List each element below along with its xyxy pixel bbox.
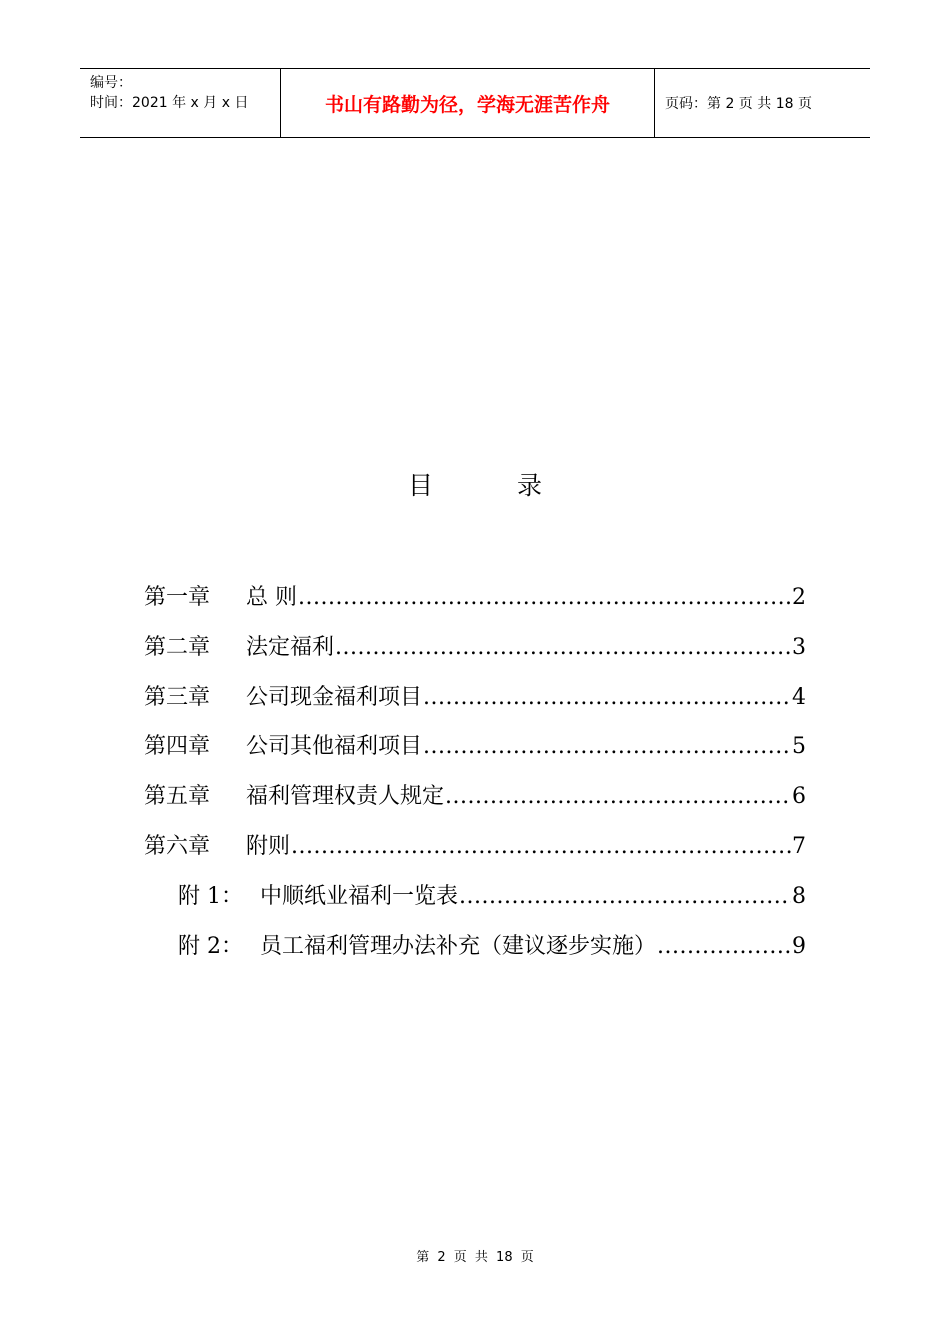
toc-chapter: 第六章: [144, 833, 211, 859]
table-of-contents: [144, 580, 806, 978]
toc-entry[interactable]: [144, 779, 806, 829]
toc-page-number: 6: [792, 784, 806, 810]
toc-page-number: 7: [792, 833, 806, 859]
toc-leader: [459, 884, 791, 909]
toc-entry[interactable]: [144, 829, 806, 879]
toc-entry[interactable]: [144, 580, 806, 630]
toc-leader: [298, 585, 791, 610]
toc-appendix-number: 附 2：: [178, 933, 243, 959]
toc-leader: [423, 734, 791, 759]
toc-title: [0, 466, 950, 502]
toc-chapter: 第二章: [144, 634, 211, 660]
toc-page-number: 5: [792, 734, 806, 760]
toc-entry-appendix[interactable]: [144, 929, 806, 979]
toc-chapter: 第五章: [144, 784, 211, 810]
toc-title-char-2: 录: [516, 471, 542, 500]
header-meta: [80, 69, 281, 137]
toc-page-number: 4: [792, 684, 806, 710]
toc-entry[interactable]: [144, 729, 806, 779]
toc-leader: [291, 834, 791, 859]
toc-leader: [657, 934, 791, 959]
toc-page-number: 8: [792, 883, 806, 909]
document-header: [80, 68, 870, 138]
toc-entry-title: 福利管理权责人规定: [246, 784, 445, 810]
toc-appendix-number: 附 1：: [178, 883, 243, 909]
toc-page-number: 9: [792, 933, 806, 959]
toc-entry-title: 法定福利: [246, 634, 335, 660]
toc-entry-title: 公司其他福利项目: [246, 734, 423, 760]
number-label: 编号：: [90, 75, 132, 91]
toc-entry-title: 附则: [246, 833, 291, 859]
time-label: 时间：2021 年 x 月 x 日: [90, 95, 249, 111]
toc-chapter: 第一章: [144, 585, 211, 610]
toc-page-number: 3: [792, 634, 806, 660]
toc-leader: [445, 784, 791, 809]
toc-entry-appendix[interactable]: [144, 879, 806, 929]
toc-entry-title: 中顺纸业福利一览表: [260, 883, 459, 909]
toc-page-number: 2: [792, 585, 806, 610]
header-motto: 书山有路勤为径，学海无涯苦作舟: [281, 69, 655, 137]
toc-title-char-1: 目: [408, 471, 434, 500]
toc-entry[interactable]: [144, 680, 806, 730]
toc-chapter: 第四章: [144, 734, 211, 760]
header-page-info: 页码：第 2 页 共 18 页: [665, 96, 812, 112]
toc-leader: [335, 635, 791, 660]
toc-chapter: 第三章: [144, 684, 211, 710]
toc-entry-title: 员工福利管理办法补充（建议逐步实施）: [260, 933, 657, 959]
toc-entry[interactable]: [144, 630, 806, 680]
page-footer: 第 2 页 共 18 页: [416, 1250, 534, 1265]
toc-entry-title: 公司现金福利项目: [246, 684, 423, 710]
toc-entry-title: 总 则: [246, 585, 297, 610]
toc-leader: [423, 685, 791, 710]
